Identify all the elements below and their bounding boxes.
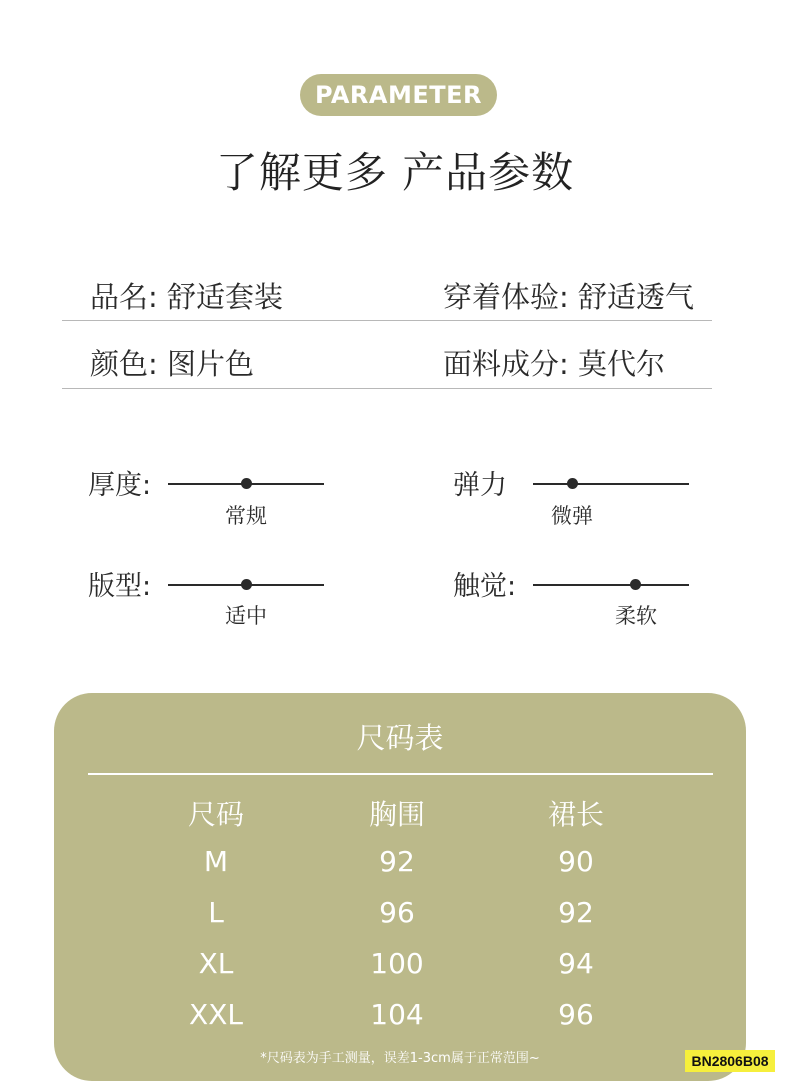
attr-marker-thickness bbox=[241, 478, 252, 489]
size-chart-title: 尺码表 bbox=[356, 721, 444, 755]
attr-label-touch: 触觉: bbox=[453, 571, 517, 602]
size-chart-panel bbox=[54, 693, 746, 1081]
parameter-badge: PARAMETER bbox=[300, 74, 497, 116]
size-chart-divider bbox=[88, 773, 713, 775]
param-product-name: 品名: 舒适套装 bbox=[90, 280, 283, 314]
size-cell: 96 bbox=[379, 896, 415, 929]
size-cell: 100 bbox=[370, 947, 424, 980]
attr-track-elasticity bbox=[533, 483, 689, 485]
attr-track-touch bbox=[533, 584, 689, 586]
size-header-bust: 胸围 bbox=[368, 798, 425, 831]
size-cell: 92 bbox=[558, 896, 594, 929]
param-color: 颜色: 图片色 bbox=[90, 347, 254, 381]
size-cell: 90 bbox=[558, 845, 594, 878]
attr-value-touch: 柔软 bbox=[614, 604, 657, 628]
size-header-length: 裙长 bbox=[547, 798, 604, 831]
size-cell: XL bbox=[198, 947, 234, 980]
size-header-size: 尺码 bbox=[187, 798, 244, 831]
size-cell: M bbox=[203, 845, 229, 878]
size-chart-note: *尺码表为手工测量，误差1-3cm属于正常范围~ bbox=[260, 1051, 540, 1066]
attr-value-thickness: 常规 bbox=[225, 504, 267, 528]
param-fabric: 面料成分: 莫代尔 bbox=[443, 347, 665, 381]
attr-marker-fit bbox=[241, 579, 252, 590]
size-cell: L bbox=[208, 896, 224, 929]
param-wear-experience: 穿着体验: 舒适透气 bbox=[443, 280, 694, 314]
attr-value-fit: 适中 bbox=[225, 604, 267, 628]
size-cell: 96 bbox=[558, 998, 594, 1031]
product-code-tag: BN2806B08 bbox=[685, 1050, 775, 1072]
param-divider bbox=[62, 388, 712, 389]
attr-marker-elasticity bbox=[567, 478, 578, 489]
size-cell: 94 bbox=[558, 947, 594, 980]
attr-label-thickness: 厚度: bbox=[88, 470, 152, 501]
attr-label-elasticity: 弹力 bbox=[453, 470, 507, 501]
attr-label-fit: 版型: bbox=[88, 571, 152, 602]
size-cell: 92 bbox=[379, 845, 415, 878]
attr-marker-touch bbox=[630, 579, 641, 590]
size-cell: 104 bbox=[370, 998, 424, 1031]
size-cell: XXL bbox=[189, 998, 243, 1031]
attr-value-elasticity: 微弹 bbox=[551, 504, 593, 528]
param-divider bbox=[62, 320, 712, 321]
page-title: 了解更多 产品参数 bbox=[215, 148, 575, 197]
